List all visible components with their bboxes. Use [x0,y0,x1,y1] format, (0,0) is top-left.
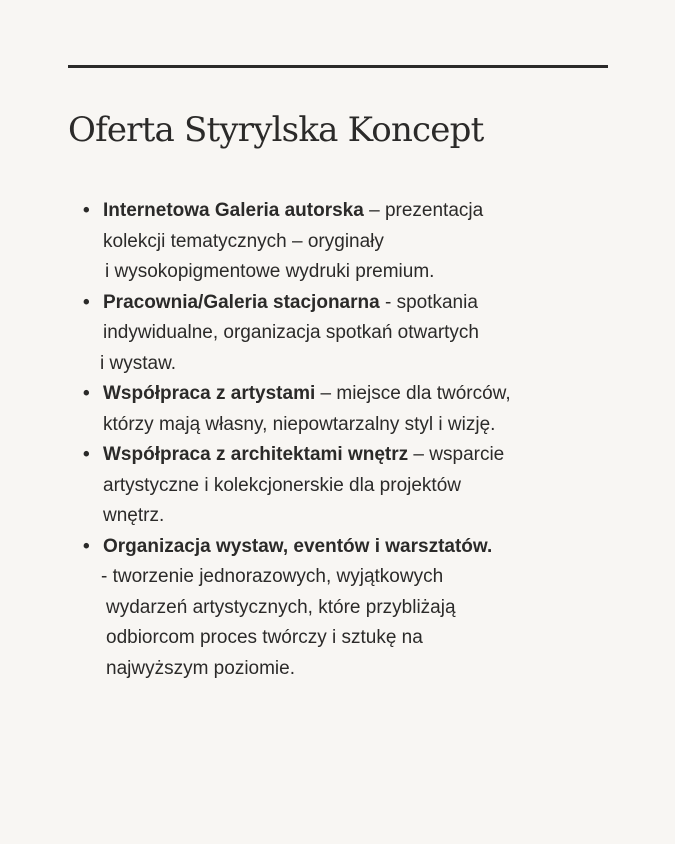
item-text: – prezentacja [363,200,484,221]
item-text: – wsparcie [408,444,505,465]
bullet-icon: • [83,200,90,221]
item-text-line: i wysokopigmentowe wydruki premium. [105,261,435,282]
item-text-line: wnętrz. [103,505,165,526]
item-text-line: najwyższym poziomie. [106,657,295,679]
item-text-line: wydarzeń artystycznych, które przybliżają [106,596,456,618]
offer-list [83,196,623,684]
item-text-line: indywidualne, organizacja spotkań otwartych [103,322,479,343]
top-divider [68,65,608,68]
bullet-icon: • [83,383,90,404]
bullet-icon: • [83,444,90,465]
bullet-icon: • [83,291,90,313]
item-heading: Organizacja wystaw, eventów i warsztatów. [103,535,493,557]
list-item [83,440,623,532]
item-first-line [103,379,623,410]
list-item [83,288,623,380]
list-item [83,379,623,440]
item-text-line: kolekcji tematycznych – oryginały [103,230,384,252]
item-text-line: odbiorcom proces twórczy i sztukę na [106,627,423,648]
item-first-line [103,532,623,563]
item-first-line [103,196,623,227]
item-heading: Współpraca z architektami wnętrz [103,444,409,465]
item-text-line: artystyczne i kolekcjonerskie dla projektów [103,474,461,496]
item-text: – miejsce dla twórców, [315,383,511,404]
item-text-line: - tworzenie jednorazowych, wyjątkowych [101,566,444,587]
item-heading: Internetowa Galeria autorska [103,200,364,221]
bullet-icon: • [83,535,90,557]
list-item [83,532,623,685]
page-title: Oferta Styrylska Koncept [68,110,484,150]
item-first-line [103,288,623,319]
item-text-line: i wystaw. [100,352,177,374]
item-text-line: którzy mają własny, niepowtarzalny styl i wizję. [103,413,496,435]
item-heading: Współpraca z artystami [103,383,316,404]
list-item [83,196,623,288]
item-first-line [103,440,623,471]
item-heading: Pracownia/Galeria stacjonarna [103,291,380,313]
item-text: - spotkania [379,291,478,313]
